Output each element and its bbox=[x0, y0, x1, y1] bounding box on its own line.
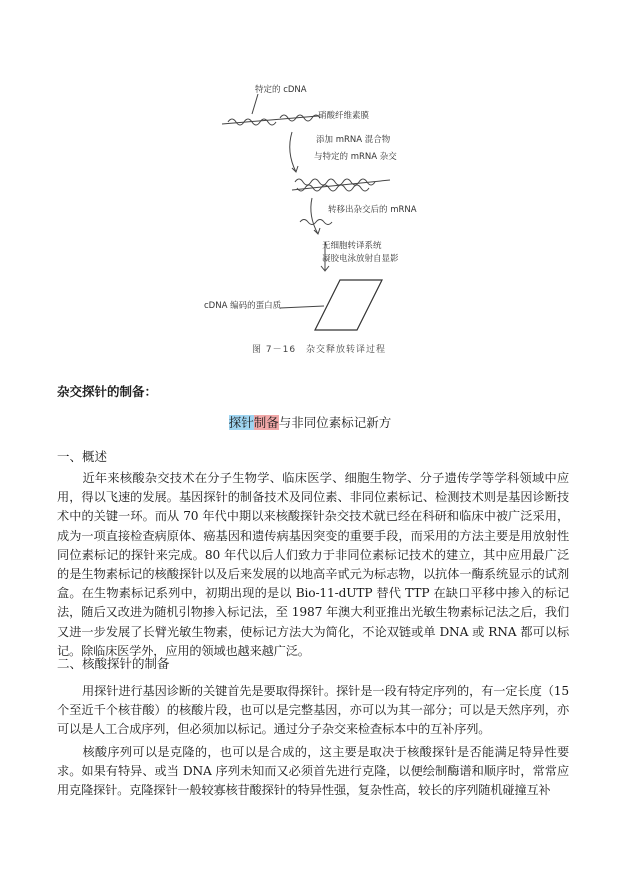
membrane-line-top bbox=[222, 116, 318, 124]
gel-plate bbox=[315, 280, 382, 330]
arrow-2 bbox=[311, 198, 318, 234]
section-title: 杂交探针的制备： bbox=[57, 384, 158, 399]
label-transfer: 转移出杂交后的 mRNA bbox=[328, 205, 417, 215]
label-add-mrna: 添加 mRNA 混合物 bbox=[316, 135, 391, 145]
label-specific-cdna: 特定的 cDNA bbox=[255, 85, 307, 95]
hybrid-release-translation-figure bbox=[200, 70, 450, 360]
label-nitrocellulose: 硝酸纤维素膜 bbox=[318, 111, 370, 121]
arrow-1 bbox=[290, 132, 296, 172]
hybrid-strand bbox=[295, 179, 375, 185]
paragraph-overview bbox=[57, 469, 569, 661]
paragraph-clone-probe bbox=[57, 743, 569, 801]
title-highlight-probe: 探针 bbox=[228, 415, 254, 430]
released-mrna bbox=[300, 220, 332, 225]
paragraph-overview-text: 近年来核酸杂交技术在分子生物学、临床医学、细胞生物学、分子遗传学等学科领域中应用，得以飞速的发展。基因探针的制备技术及同位素、非同位素标记、检测技术则是基因诊断技术中的关键一环。而从 70 年代中期以来核酸探针杂交技术就已经在科研和临床中被广泛采用，成为一项直接检查病原体、癌基因和遗传病基因突变的重要手段，而采用的方法主要是用放射性同位素标记的探针来完成。80 年代以后人们致力于非同位素标记技术的建立，其中应用最广泛的是生物素标记的核酸探针以及后来发展的以地高辛甙元为标志物，以抗体一酶系统显示的试剂盒。在生物素标记系列中，初期出现的是以 Bio-11-dUTP 替代 TTP 在缺口平移中掺入的标记法，随后又改进为随机引物掺入标记法，至 1987 年澳大利亚推出光敏生物素标记法之后，我们又进一步发展了长臂光敏生物素，使标记方法大为简化，不论双链或单 DNA 或 RNA 都可以标记。除临床医学外，应用的领域也越来越广泛。 bbox=[57, 471, 569, 658]
document-title bbox=[0, 413, 620, 431]
figure-caption: 图 7－16 杂交释放转译过程 bbox=[252, 345, 387, 355]
paragraph-probe-definition-text: 用探针进行基因诊断的关键首先是要取得探针。探针是一段有特定序列的，有一定长度（15 个至近千个核苷酸）的核酸片段，也可以是完整基因，亦可以为其一部分；可以是天然序列，亦可以是人工合成序列，但必须加以标记。通过分子杂交来检查标本中的互补序列。 bbox=[57, 684, 569, 737]
label-cell-free: 无细胞转译系统 bbox=[322, 241, 382, 251]
arrowhead-2 bbox=[314, 228, 320, 234]
heading-probe-preparation: 二、核酸探针的制备 bbox=[57, 656, 170, 671]
title-rest: 与非同位素标记新方 bbox=[278, 415, 392, 430]
label-protein: cDNA 编码的蛋白质 bbox=[204, 301, 282, 311]
label-hybridize: 与特定的 mRNA 杂交 bbox=[314, 152, 397, 162]
paragraph-clone-probe-text: 核酸序列可以是克隆的，也可以是合成的，这主要是取决于核酸探针是否能满足特异性要求。如果有特异、或当 DNA 序列未知而又必须首先进行克隆，以便绘制酶谱和顺序时，常常应用克隆探针。克隆探针一般较寡核苷酸探针的特异性强，复杂性高，较长的序列随机碰撞互补 bbox=[57, 745, 569, 798]
paragraph-probe-definition bbox=[57, 682, 569, 740]
pointer-cdna bbox=[252, 94, 258, 114]
label-gel: 凝胶电泳放射自显影 bbox=[322, 254, 399, 264]
heading-overview: 一、概述 bbox=[57, 449, 108, 464]
pointer-protein bbox=[280, 306, 324, 308]
title-highlight-preparation: 制备 bbox=[253, 415, 279, 430]
